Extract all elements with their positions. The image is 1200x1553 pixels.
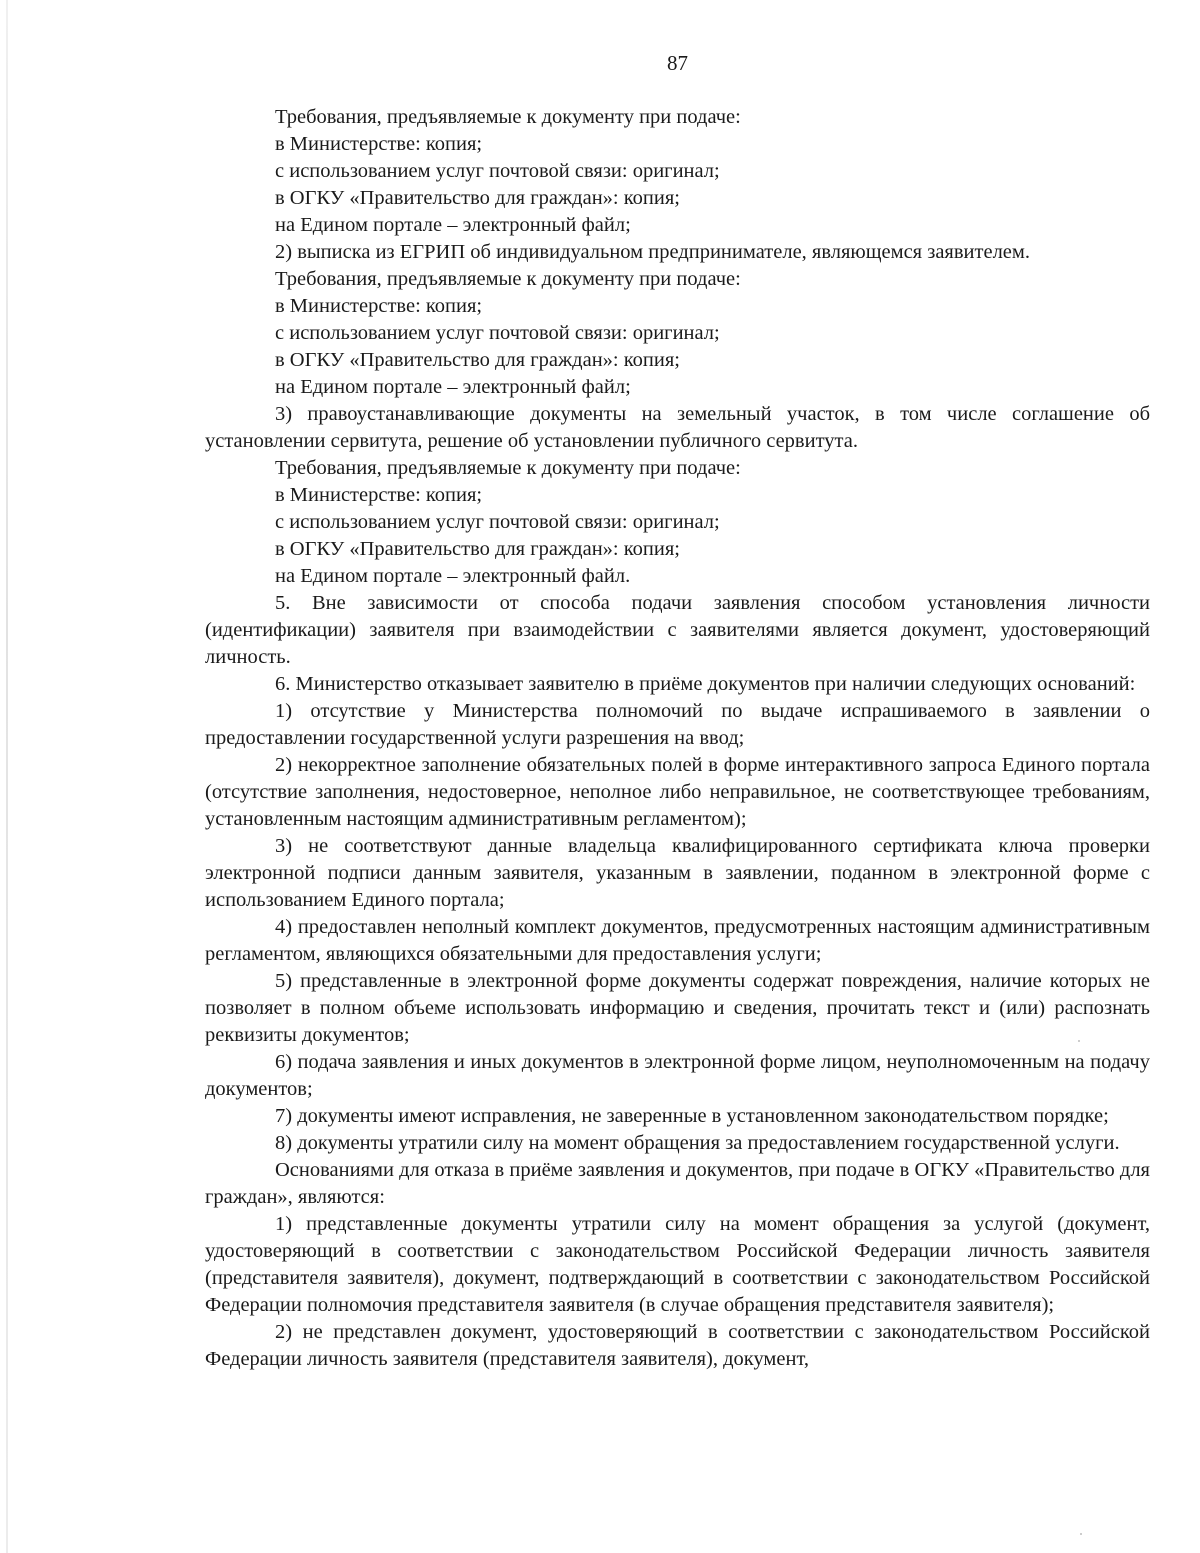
paragraph-refusal-reason-5: 5) представленные в электронной форме документы содержат повреждения, наличие которых не позволяет в полном объеме использовать информацию и сведения, прочитать текст и (или) распознать реквизиты документов; [205, 970, 1150, 1046]
paragraph-postal-original-2: с использованием услуг почтовой связи: оригинал; [275, 322, 720, 344]
paragraph-portal-file-1: на Едином портале – электронный файл; [275, 214, 631, 236]
page-number: 87 [667, 51, 688, 75]
paragraph-ogku-refusal-grounds: Основаниями для отказа в приёме заявления и документов, при подаче в ОГКУ «Правительство для граждан», являются: [205, 1159, 1150, 1208]
paragraph-postal-original-3: с использованием услуг почтовой связи: оригинал; [275, 511, 720, 533]
paragraph-land-title-documents: 3) правоустанавливающие документы на земельный участок, в том числе соглашение об установлении сервитута, решение об установлении публичного сервитута. [205, 403, 1150, 452]
scan-edge-shadow [6, 0, 8, 1553]
paragraph-refusal-reason-2: 2) некорректное заполнение обязательных полей в форме интерактивного запроса Единого портала (отсутствие заполнения, недостоверное, неполное либо неправильное, не соответствующее требованиям, установленным настоящим административным регламентом); [205, 754, 1150, 830]
paragraph-ogku-refusal-reason-2: 2) не представлен документ, удостоверяющий в соответствии с законодательством Российской Федерации личность заявителя (представителя заявителя), документ, [205, 1321, 1150, 1370]
paragraph-egrip-extract: 2) выписка из ЕГРИП об индивидуальном предпринимателе, являющемся заявителем. [275, 241, 1030, 263]
paragraph-requirements-2: Требования, предъявляемые к документу при подаче: [275, 268, 741, 290]
paragraph-ministry-copy-2: в Министерстве: копия; [275, 295, 483, 317]
paragraph-refusal-reason-4: 4) предоставлен неполный комплект документов, предусмотренных настоящим административным регламентом, являющихся обязательными для предоставления услуги; [205, 916, 1150, 965]
paragraph-ogku-copy-1: в ОГКУ «Правительство для граждан»: копия; [275, 187, 680, 209]
paragraph-ogku-copy-3: в ОГКУ «Правительство для граждан»: копия; [275, 538, 680, 560]
paragraph-portal-file-3: на Едином портале – электронный файл. [275, 565, 631, 587]
paragraph-refusal-reason-1: 1) отсутствие у Министерства полномочий по выдаче испрашиваемого в заявлении о предоставлении государственной услуги разрешения на ввод; [205, 700, 1150, 749]
paragraph-item-5-identification: 5. Вне зависимости от способа подачи заявления способом установления личности (идентификации) заявителя при взаимодействии с заявителями является документ, удостоверяющий личность. [205, 592, 1150, 668]
paragraph-requirements-1: Требования, предъявляемые к документу при подаче: [275, 106, 741, 128]
paragraph-refusal-reason-7: 7) документы имеют исправления, не заверенные в установленном законодательством порядке; [275, 1105, 1109, 1127]
paragraph-item-6-refusal: 6. Министерство отказывает заявителю в приёме документов при наличии следующих оснований: [275, 673, 1136, 695]
paragraph-ogku-refusal-reason-1: 1) представленные документы утратили силу на момент обращения за услугой (документ, удостоверяющий в соответствии с законодательством Российской Федерации личность заявителя (представителя заявителя), документ, подтверждающий в соответствии с законодательством Российской Федерации полномочия представителя заявителя (в случае обращения представителя заявителя); [205, 1213, 1150, 1316]
paragraph-postal-original-1: с использованием услуг почтовой связи: оригинал; [275, 160, 720, 182]
paragraph-portal-file-2: на Едином портале – электронный файл; [275, 376, 631, 398]
paragraph-requirements-3: Требования, предъявляемые к документу при подаче: [275, 457, 741, 479]
paragraph-ogku-copy-2: в ОГКУ «Правительство для граждан»: копия; [275, 349, 680, 371]
scan-speck [1080, 1533, 1082, 1535]
paragraph-ministry-copy-3: в Министерстве: копия; [275, 484, 483, 506]
paragraph-refusal-reason-6: 6) подача заявления и иных документов в электронной форме лицом, неуполномоченным на подачу документов; [205, 1051, 1150, 1100]
paragraph-refusal-reason-8: 8) документы утратили силу на момент обращения за предоставлением государственной услуги. [275, 1132, 1120, 1154]
paragraph-ministry-copy-1: в Министерстве: копия; [275, 133, 483, 155]
document-body [205, 104, 1150, 1373]
paragraph-refusal-reason-3: 3) не соответствуют данные владельца квалифицированного сертификата ключа проверки электронной подписи данным заявителя, указанным в заявлении, поданном в электронной форме с использованием Единого портала; [205, 835, 1150, 911]
